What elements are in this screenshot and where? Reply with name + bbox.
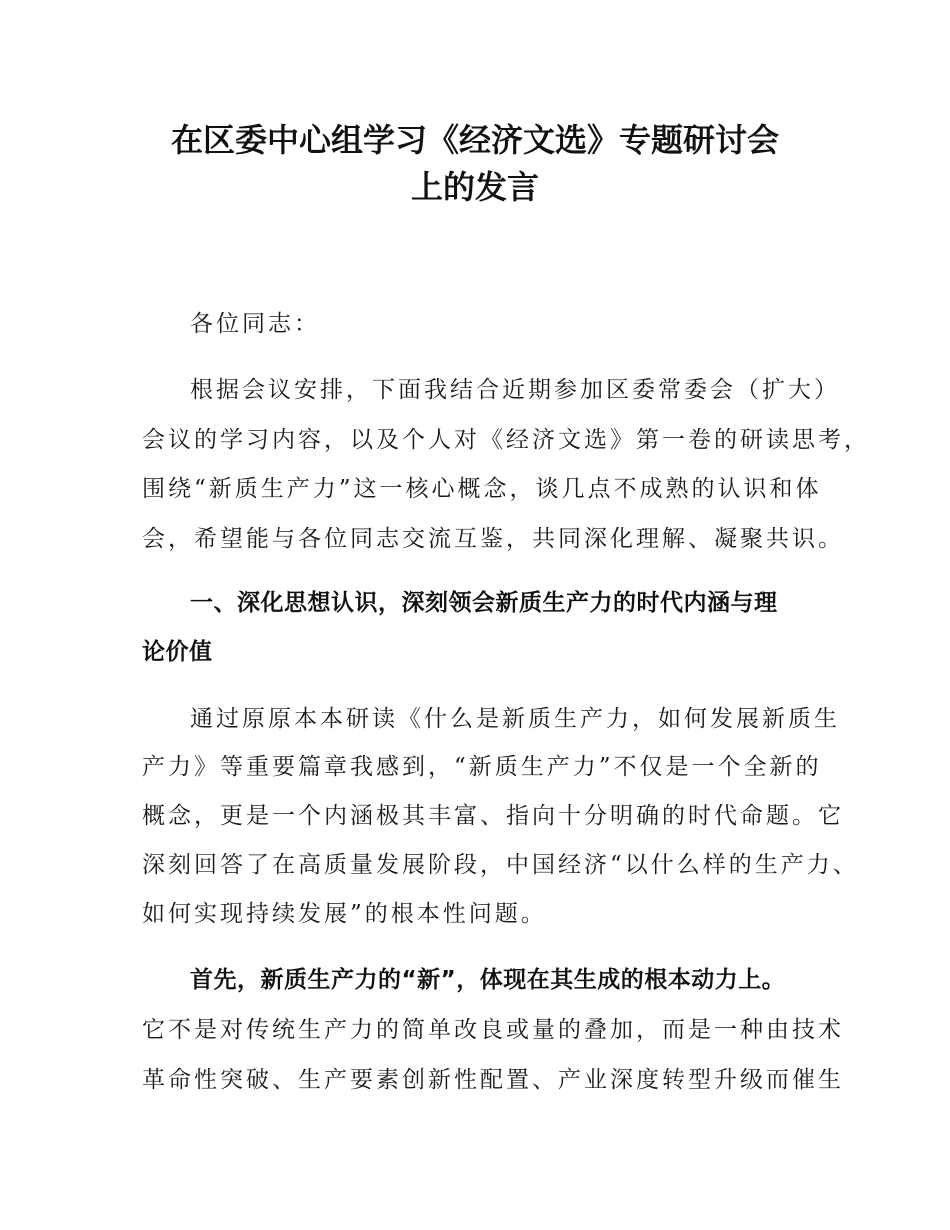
salutation: 各位同志： — [190, 311, 320, 337]
para1-line-3: 概念，更是一个内涵极其丰富、指向十分明确的时代命题。它 — [142, 803, 844, 829]
para2-lead-sentence: 首先，新质生产力的“新”，体现在其生成的根本动力上。 — [190, 967, 786, 993]
intro-line-2: 会议的学习内容，以及个人对《经济文选》第一卷的研读思考， — [142, 427, 870, 453]
para1-line-2: 产力》等重要篇章我感到，“新质生产力”不仅是一个全新的 — [142, 754, 822, 780]
document-title-line-2: 上的发言 — [410, 168, 539, 206]
intro-line-4: 会，希望能与各位同志交流互鉴，共同深化理解、凝聚共识。 — [142, 526, 844, 552]
para1-line-1: 通过原原本本研读《什么是新质生产力，如何发展新质生 — [190, 706, 840, 732]
intro-line-1: 根据会议安排，下面我结合近期参加区委常委会（扩大） — [190, 377, 840, 403]
para1-line-5: 如何实现持续发展”的根本性问题。 — [142, 901, 547, 927]
document-title-line-1: 在区委中心组学习《经济文选》专题研讨会 — [170, 121, 779, 159]
para1-line-4: 深刻回答了在高质量发展阶段，中国经济“以什么样的生产力、 — [142, 852, 859, 878]
para2-line-1: 它不是对传统生产力的简单改良或量的叠加，而是一种由技术 — [142, 1017, 844, 1043]
para2-line-2: 革命性突破、生产要素创新性配置、产业深度转型升级而催生 — [142, 1067, 844, 1093]
section-heading-1-line-2: 论价值 — [142, 639, 213, 665]
section-heading-1-line-1: 一、深化思想认识，深刻领会新质生产力的时代内涵与理 — [190, 590, 778, 616]
intro-line-3: 围绕“新质生产力”这一核心概念，谈几点不成熟的认识和体 — [142, 476, 822, 502]
